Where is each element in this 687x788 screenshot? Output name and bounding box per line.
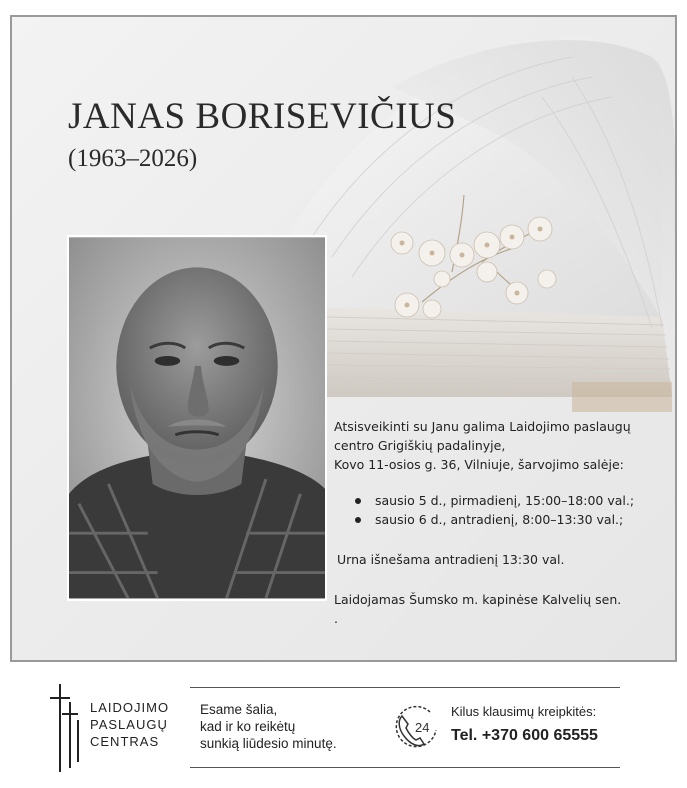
phone-badge-text: 24 <box>415 720 430 735</box>
footer-divider-top <box>190 687 620 688</box>
footer <box>0 670 687 788</box>
obituary-card <box>10 15 677 662</box>
phone-24-icon <box>392 704 440 752</box>
schedule-item: sausio 5 d., pirmadienį, 15:00–18:00 val.; <box>354 491 674 510</box>
crosses-logo-icon <box>48 682 82 774</box>
life-years: (1963–2026) <box>68 145 198 172</box>
intro-line-1: Atsisveikinti su Janu galima Laidojimo paslaugų <box>334 419 631 434</box>
portrait-image <box>69 237 325 599</box>
visitation-info <box>334 417 674 628</box>
slogan-line: Esame šalia, <box>200 702 278 717</box>
logo-line: PASLAUGŲ <box>90 717 168 732</box>
deceased-name: JANAS BORISEVIČIUS <box>68 96 457 137</box>
urn-note: Urna išnešama antradienį 13:30 val. <box>337 552 565 567</box>
burial-note: Laidojamas Šumsko m. kapinėse Kalvelių sen. <box>334 592 622 607</box>
portrait-photo <box>67 235 327 601</box>
logo-line: LAIDOJIMO <box>90 700 170 715</box>
schedule-item: sausio 6 d., antradienį, 8:00–13:30 val.; <box>354 510 674 529</box>
slogan-line: sunkią liūdesio minutę. <box>200 736 337 751</box>
footer-divider-bottom <box>190 767 620 768</box>
company-logo-text <box>90 699 169 750</box>
slogan-line: kad ir ko reikėtų <box>200 719 296 734</box>
intro-line-2: centro Grigiškių padalinyje, <box>334 438 506 453</box>
contact-label: Kilus klausimų kreipkitės: <box>451 704 597 719</box>
slogan <box>200 701 337 752</box>
intro-line-3: Kovo 11-osios g. 36, Vilniuje, šarvojimo salėje: <box>334 457 624 472</box>
schedule-list <box>354 491 674 529</box>
trailing-dot: . <box>334 611 338 626</box>
contact-phone[interactable]: Tel. +370 600 65555 <box>451 727 598 744</box>
logo-line: CENTRAS <box>90 734 160 749</box>
